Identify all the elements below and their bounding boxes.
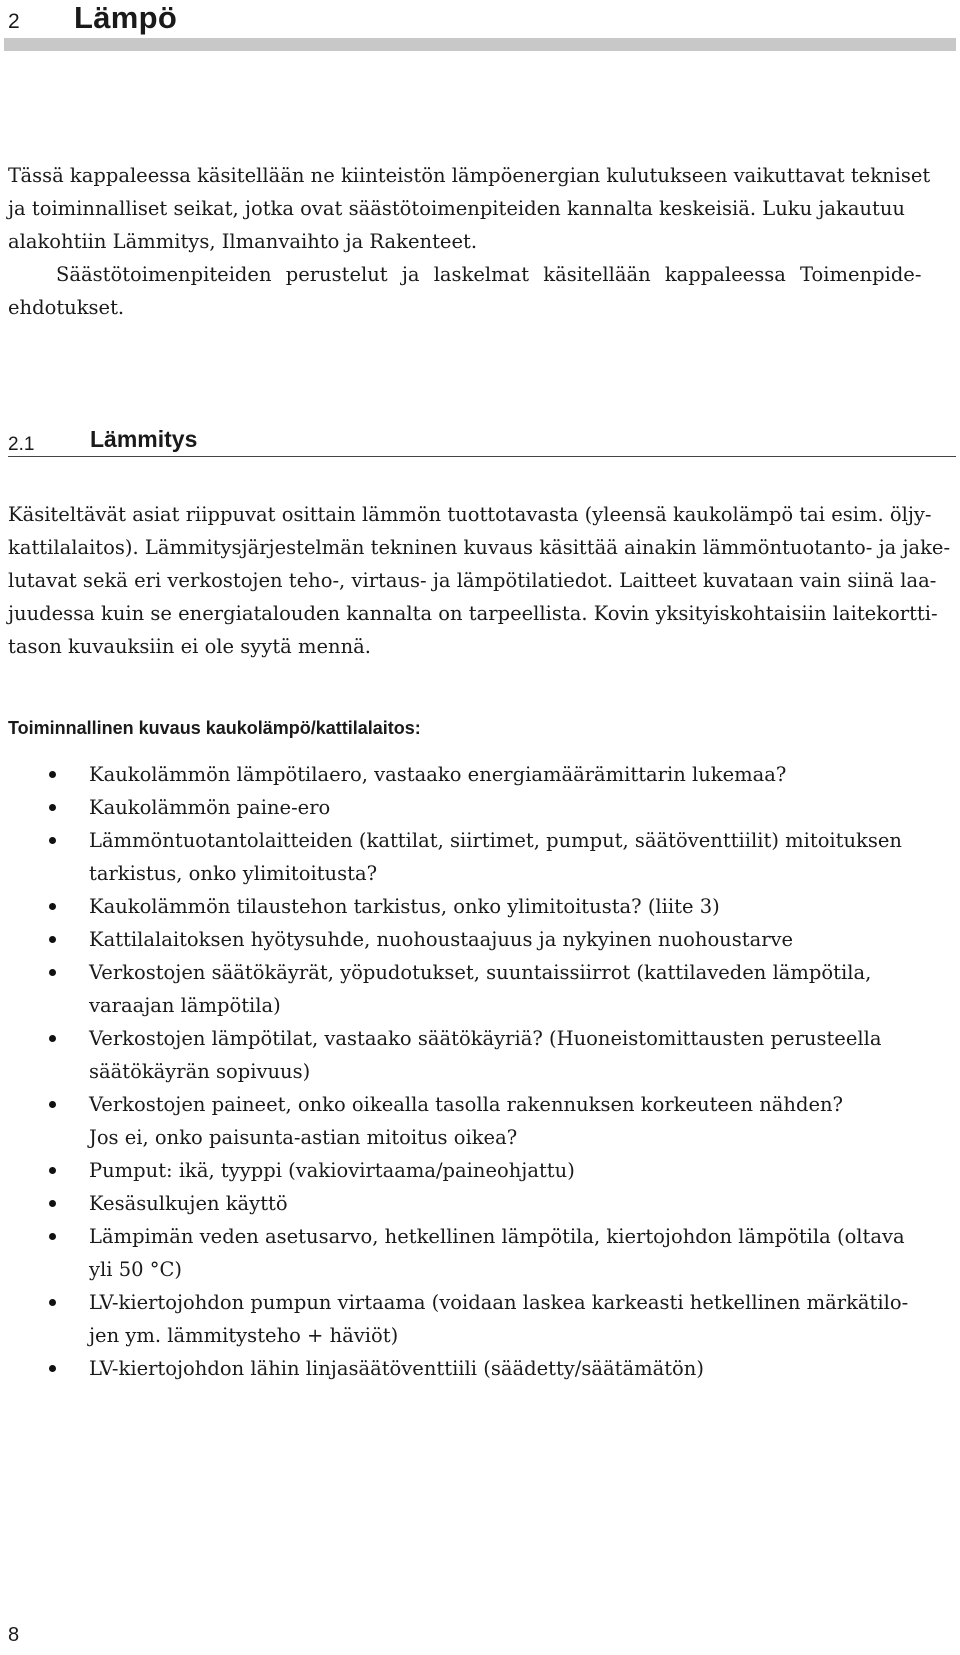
- chapter-title: Lämpö: [74, 0, 178, 35]
- intro-line: Tässä kappaleessa käsitellään ne kiinteistön lämpöenergian kulutukseen vaikuttavat tekniset: [8, 164, 931, 187]
- list-item-text: Kaukolämmön paine-ero: [89, 796, 331, 819]
- bullet-icon: [49, 903, 56, 910]
- bullet-icon: [49, 837, 56, 844]
- list-item-text: Kaukolämmön tilaustehon tarkistus, onko ylimitoitusta? (liite 3): [89, 895, 720, 918]
- list-item-text: Verkostojen lämpötilat, vastaako säätökäyriä? (Huoneistomittausten perusteella säätökäyrän sopivuus): [89, 1027, 882, 1083]
- list-item-text: Lämmöntuotantolaitteiden (kattilat, siirtimet, pumput, säätöventtiilit) mitoituksen tarkistus, onko ylimitoitusta?: [89, 829, 902, 885]
- intro-paragraph: [8, 159, 956, 324]
- intro-line: ehdotukset.: [8, 296, 125, 319]
- intro-line: ja toiminnalliset seikat, jotka ovat säästötoimenpiteiden kannalta keskeisiä. Luku jakautuu: [8, 197, 905, 220]
- list-item-text: LV-kiertojohdon pumpun virtaama (voidaan laskea karkeasti hetkellinen märkätilo- jen ym. lämmitysteho + häviöt): [89, 1291, 909, 1347]
- bullet-list: [0, 758, 960, 1385]
- list-item-text: Verkostojen säätökäyrät, yöpudotukset, suuntaissiirrot (kattilaveden lämpötila, varaajan lämpötila): [89, 961, 872, 1017]
- list-item-text: Pumput: ikä, tyyppi (vakiovirtaama/paineohjattu): [89, 1159, 575, 1182]
- section-line: kattilalaitos). Lämmitysjärjestelmän tekninen kuvaus käsittää ainakin lämmöntuotanto- ja jake-: [8, 536, 951, 559]
- list-item-text: LV-kiertojohdon lähin linjasäätöventtiili (säädetty/säätämätön): [89, 1357, 704, 1380]
- bullet-icon: [49, 1233, 56, 1240]
- section-line: lutavat sekä eri verkostojen teho-, virtaus- ja lämpötilatiedot. Laitteet kuvataan vain siinä laa-: [8, 569, 937, 592]
- list-item: [0, 1220, 960, 1286]
- list-item-text: Verkostojen paineet, onko oikealla tasolla rakennuksen korkeuteen nähden? Jos ei, onko paisunta-astian mitoitus oikea?: [89, 1093, 844, 1149]
- intro-line: alakohtiin Lämmitys, Ilmanvaihto ja Rakenteet.: [8, 230, 478, 253]
- bullet-icon: [49, 1200, 56, 1207]
- section-number: 2.1: [8, 434, 35, 455]
- bullet-icon: [49, 969, 56, 976]
- section-line: tason kuvauksiin ei ole syytä mennä.: [8, 635, 371, 658]
- bullet-icon: [49, 771, 56, 778]
- bullet-icon: [49, 1365, 56, 1372]
- bullet-icon: [49, 936, 56, 943]
- list-item: [0, 791, 960, 824]
- subheading: Toiminnallinen kuvaus kaukolämpö/kattilalaitos:: [8, 718, 421, 738]
- bullet-icon: [49, 1167, 56, 1174]
- section-line: Käsiteltävät asiat riippuvat osittain lämmön tuottotavasta (yleensä kaukolämpö tai esim. öljy-: [8, 503, 932, 526]
- bullet-icon: [49, 1101, 56, 1108]
- list-item-text: Lämpimän veden asetusarvo, hetkellinen lämpötila, kiertojohdon lämpötila (oltava yli 50 °C): [89, 1225, 905, 1281]
- page-number: 8: [8, 1624, 20, 1646]
- list-item: [0, 1286, 960, 1352]
- section-rule: [8, 456, 956, 457]
- list-item: [0, 1154, 960, 1187]
- section-line: juudessa kuin se energiatalouden kannalta on tarpeellista. Kovin yksityiskohtaisiin laitekortti-: [8, 602, 938, 625]
- list-item: [0, 956, 960, 1022]
- bullet-icon: [49, 1299, 56, 1306]
- list-item: [0, 890, 960, 923]
- chapter-rule: [4, 38, 956, 51]
- list-item: [0, 1022, 960, 1088]
- list-item: [0, 923, 960, 956]
- section-title: Lämmitys: [90, 426, 198, 452]
- chapter-header: [0, 0, 960, 52]
- list-item: [0, 758, 960, 791]
- bullet-icon: [49, 1035, 56, 1042]
- section-paragraph: [8, 498, 956, 663]
- list-item: [0, 824, 960, 890]
- list-item-text: Kattilalaitoksen hyötysuhde, nuohoustaajuus ja nykyinen nuohoustarve: [89, 928, 794, 951]
- list-item: [0, 1088, 960, 1154]
- list-item-text: Kesäsulkujen käyttö: [89, 1192, 288, 1215]
- section-header: [0, 422, 960, 458]
- list-item-text: Kaukolämmön lämpötilaero, vastaako energiamäärämittarin lukemaa?: [89, 763, 787, 786]
- bullet-icon: [49, 804, 56, 811]
- chapter-number: 2: [8, 10, 20, 33]
- intro-line: Säästötoimenpiteiden perustelut ja laskelmat käsitellään kappaleessa Toimenpide-: [56, 263, 922, 286]
- list-item: [0, 1352, 960, 1385]
- list-item: [0, 1187, 960, 1220]
